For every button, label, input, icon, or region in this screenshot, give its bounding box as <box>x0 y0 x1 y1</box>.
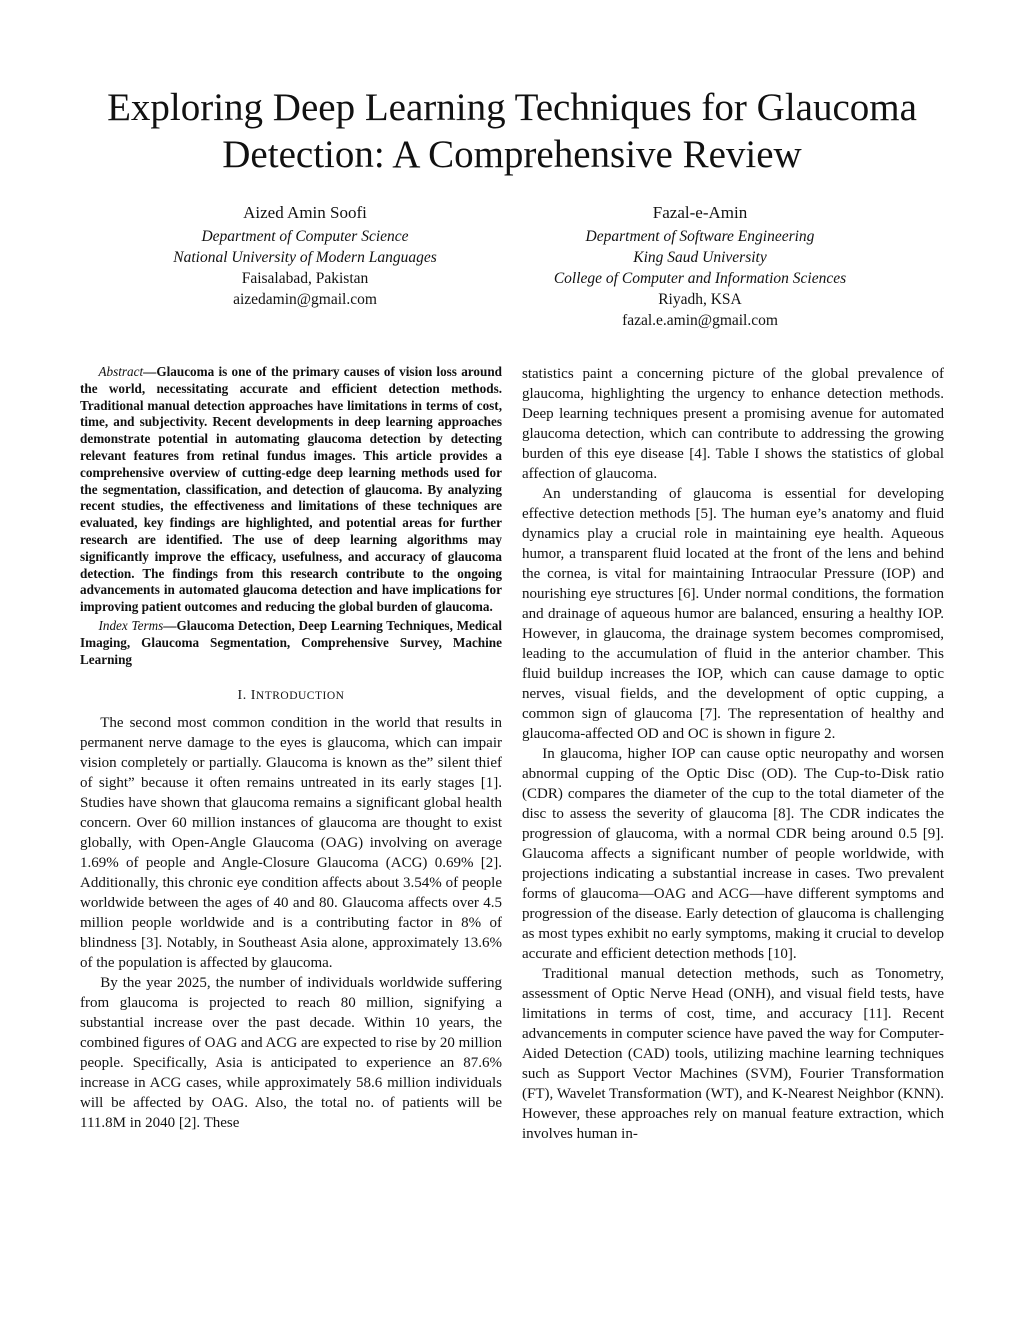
author-institution: National University of Modern Languages <box>173 249 437 266</box>
abstract-label: Abstract <box>98 364 144 379</box>
author-department: Department of Software Engineering <box>585 228 815 245</box>
paper-title: Exploring Deep Learning Techniques for Glaucoma Detection: A Comprehensive Review <box>107 86 917 176</box>
abstract <box>80 364 502 616</box>
author-location: Faisalabad, Pakistan <box>241 270 369 287</box>
paragraph: By the year 2025, the number of individuals worldwide suffering from glaucoma is projected to reach 80 million, signifying a substantial increase over the past decade. Within 10 years, the combined figures of OAG and ACG are expected to rise by 20 million people. Specifically, Asia is anticipated to experience an 87.6% increase in ACG cases, while approximately 58.6 million individuals will be affected by OAG. Also, the total no. of patients will be 111.8M in 2040 [2]. These <box>80 975 502 1132</box>
paragraph: statistics paint a concerning picture of the global prevalence of glaucoma, highlighting the urgency to enhance detection methods. Deep learning techniques present a promising avenue for automated glaucoma detection, which can contribute to addressing the growing burden of this eye disease [4]. Table I shows the statistics of global affection of glaucoma. <box>522 366 944 482</box>
section-heading <box>80 688 502 704</box>
author-block-1 <box>130 201 480 310</box>
author-email: fazal.e.amin@gmail.com <box>622 312 778 329</box>
paragraph: In glaucoma, higher IOP can cause optic neuropathy and worsen abnormal cupping of the Optic Disc (OD). The Cup-to-Disk ratio (CDR) compares the diameter of the cup to the total diameter of the disc to assess the severity of glaucoma [8]. The CDR indicates the progression of glaucoma, with a normal CDR being around 0.5 [9]. Glaucoma affects a significant number of people worldwide, with projections indicating a substantial increase in cases. Two prevalent forms of glaucoma—OAG and ACG—have different symptoms and progression of the disease. Early detection of glaucoma is challenging as most types exhibit no early symptoms, making it crucial to develop accurate and efficient detection methods [10]. <box>522 746 944 962</box>
author-email: aizedamin@gmail.com <box>233 291 377 308</box>
paragraph: The second most common condition in the world that results in permanent nerve damage to the eyes is glaucoma, which can impair vision completely or partially. Glaucoma is known as the” silent thief of sight” because it often remains untreated in its early stages [1]. Studies have shown that glaucoma remains a significant global health concern. Over 60 million instances of glaucoma are thought to exist globally, with Open-Angle Glaucoma (OAG) involving on average 1.69% of people and Angle-Closure Glaucoma (ACG) 0.69% [2]. Additionally, this chronic eye condition affects about 3.54% of people worldwide between the ages of 40 and 80. Glaucoma affects over 4.5 million people worldwide and is a contributing factor in 8% of blindness [3]. Notably, in Southeast Asia alone, approximately 13.6% of the population is affected by glaucoma. <box>80 715 502 972</box>
left-column <box>80 364 502 1133</box>
section-title-rest: NTRODUCTION <box>255 690 345 703</box>
author-institution: King Saud University <box>633 249 767 266</box>
author-block-2 <box>515 201 885 331</box>
author-college: College of Computer and Information Sciences <box>553 270 847 287</box>
paragraph: Traditional manual detection methods, such as Tonometry, assessment of Optic Nerve Head (ONH), and visual field tests, have limitations in terms of cost, time, and accuracy [11]. Recent advancements in computer science have paved the way for Computer-Aided Detection (CAD) tools, utilizing machine learning techniques such as Support Vector Machines (SVM), Fourier Transformation (FT), Wavelet Transformation (WT), and K-Nearest Neighbor (KNN). However, these approaches rely on manual feature extraction, which involves human in- <box>522 966 944 1142</box>
author-name: Fazal-e-Amin <box>652 203 748 222</box>
author-location: Riyadh, KSA <box>658 291 742 308</box>
index-terms-text: —Glaucoma Detection, Deep Learning Techniques, Medical Imaging, Glaucoma Segmentation, Comprehensive Survey, Machine Learning <box>80 617 502 667</box>
section-title-initial: I <box>250 688 256 704</box>
index-terms <box>80 618 502 668</box>
abstract-text: —Glaucoma is one of the primary causes of vision loss around the world, necessitating accurate and efficient detection methods. Traditional manual detection approaches have limitations in terms of cost, time, and subjectivity. Recent developments in deep learning approaches demonstrate potential in automating glaucoma detection by detecting relevant features from retinal fundus images. This article provides a comprehensive overview of cutting-edge deep learning methods used for the segmentation, classification, and detection of glaucoma. By analyzing recent studies, the effectiveness and limitations of these techniques are evaluated, key findings are highlighted, and potential areas for further research are identified. The use of deep learning algorithms may significantly improve the efficacy, usefulness, and accuracy of glaucoma detection. The findings from this research contribute to the ongoing advancements in automated glaucoma detection and have implications for improving patient outcomes and reducing the global burden of glaucoma. <box>80 364 502 615</box>
section-number: I. <box>237 688 247 704</box>
right-column <box>522 364 944 1144</box>
author-department: Department of Computer Science <box>201 228 409 245</box>
author-name: Aized Amin Soofi <box>243 203 367 222</box>
index-terms-label: Index Terms <box>98 617 164 633</box>
paragraph: An understanding of glaucoma is essential for developing effective detection methods [5]. The human eye’s anatomy and fluid dynamics play a crucial role in maintaining eye health. Aqueous humor, a transparent fluid located at the front of the lens and behind the cornea, is vital for maintaining Intraocular Pressure (IOP) and nourishing eye structures [6]. Under normal conditions, the formation and drainage of aqueous humor are balanced, ensuring a healthy IOP. However, in glaucoma, the drainage system becomes compromised, leading to the accumulation of fluid in the anterior chamber. This fluid buildup increases the IOP, which can cause damage to optic nerves, visual fields, and the development of optic cupping, a common sign of glaucoma [7]. The representation of healthy and glaucoma-affected OD and OC is shown in figure 2. <box>522 486 944 742</box>
